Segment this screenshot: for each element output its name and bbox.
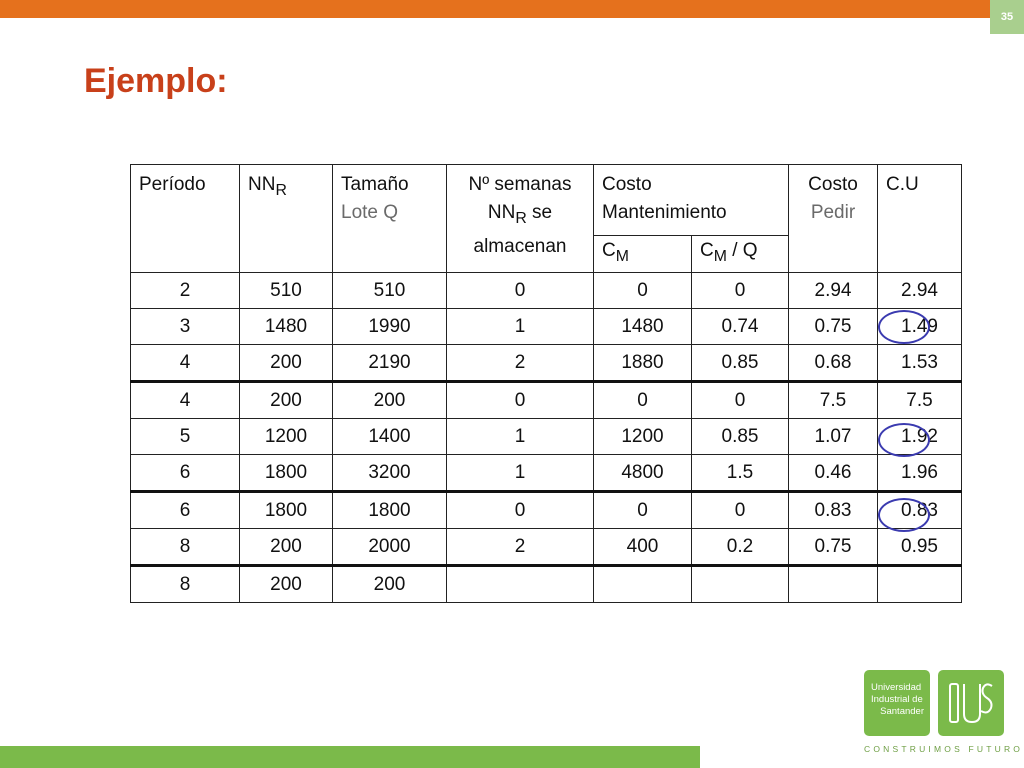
- cell-semanas: 2: [447, 529, 594, 566]
- cell-semanas: 0: [447, 382, 594, 419]
- cell-pedir: 7.5: [789, 382, 878, 419]
- cell-cmq: [692, 566, 789, 603]
- header-cu: C.U: [878, 165, 962, 273]
- cell-pedir: 0.46: [789, 455, 878, 492]
- cell-semanas: 2: [447, 345, 594, 382]
- header-cm: $C_M$: [594, 236, 692, 273]
- cell-pedir: 1.07: [789, 419, 878, 455]
- cell-periodo: 4: [131, 345, 240, 382]
- table-row: [131, 309, 962, 345]
- cell-semanas: 1: [447, 419, 594, 455]
- cell-cu: 0.95: [878, 529, 962, 566]
- cell-periodo: 5: [131, 419, 240, 455]
- cell-cu: 1.96: [878, 455, 962, 492]
- cell-pedir: 0.75: [789, 309, 878, 345]
- cell-nnr: 200: [240, 345, 333, 382]
- cell-cmq: 0: [692, 492, 789, 529]
- slide-title: Ejemplo:: [84, 62, 228, 100]
- cell-periodo: 4: [131, 382, 240, 419]
- table-row: [131, 382, 962, 419]
- cell-nnr: 1800: [240, 455, 333, 492]
- cell-semanas: 0: [447, 492, 594, 529]
- cell-semanas: 1: [447, 309, 594, 345]
- cell-nnr: 1200: [240, 419, 333, 455]
- cell-cm: 1480: [594, 309, 692, 345]
- cell-cu: 7.5: [878, 382, 962, 419]
- tagline: CONSTRUIMOS FUTURO: [864, 744, 1024, 754]
- cell-pedir: 0.83: [789, 492, 878, 529]
- cell-cu: 1.92: [878, 419, 962, 455]
- cell-pedir: 0.68: [789, 345, 878, 382]
- header-nnr: $NN_R$: [240, 165, 333, 273]
- cell-cmq: 0: [692, 273, 789, 309]
- cell-nnr: 1800: [240, 492, 333, 529]
- cell-periodo: 3: [131, 309, 240, 345]
- university-logo-text: Universidad Industrial de Santander: [864, 670, 930, 736]
- table-row: [131, 419, 962, 455]
- cell-pedir: [789, 566, 878, 603]
- cell-lote: 200: [333, 382, 447, 419]
- cell-cmq: 1.5: [692, 455, 789, 492]
- data-table: [130, 164, 962, 603]
- cell-cm: 0: [594, 382, 692, 419]
- cell-nnr: 200: [240, 566, 333, 603]
- page-number-badge: 35: [990, 0, 1024, 34]
- cell-pedir: 2.94: [789, 273, 878, 309]
- cell-cmq: 0: [692, 382, 789, 419]
- cell-lote: 1800: [333, 492, 447, 529]
- cell-lote: 2000: [333, 529, 447, 566]
- header-costo-pedir: Costo Pedir: [789, 165, 878, 273]
- top-orange-bar: [0, 0, 990, 18]
- table-row: [131, 345, 962, 382]
- header-costo-mantenimiento: Costo Mantenimiento: [594, 165, 789, 236]
- cell-periodo: 2: [131, 273, 240, 309]
- header-cm-q: $C_M$ / Q: [692, 236, 789, 273]
- cell-cmq: 0.2: [692, 529, 789, 566]
- table-row: [131, 492, 962, 529]
- cell-cmq: 0.85: [692, 345, 789, 382]
- cell-lote: 1990: [333, 309, 447, 345]
- cell-pedir: 0.75: [789, 529, 878, 566]
- cell-nnr: 1480: [240, 309, 333, 345]
- cell-cmq: 0.85: [692, 419, 789, 455]
- table-row: [131, 529, 962, 566]
- cell-periodo: 6: [131, 492, 240, 529]
- cell-lote: 3200: [333, 455, 447, 492]
- bottom-green-bar: [0, 746, 700, 768]
- table-row: [131, 273, 962, 309]
- cell-periodo: 8: [131, 529, 240, 566]
- cell-cm: 1880: [594, 345, 692, 382]
- cell-cu: 1.53: [878, 345, 962, 382]
- cell-lote: 200: [333, 566, 447, 603]
- header-semanas: Nº semanas $NN_R$ se almacenan: [447, 165, 594, 273]
- cell-semanas: 1: [447, 455, 594, 492]
- cell-nnr: 510: [240, 273, 333, 309]
- cell-periodo: 8: [131, 566, 240, 603]
- cell-cu: 2.94: [878, 273, 962, 309]
- header-periodo: Período: [131, 165, 240, 273]
- cell-lote: 1400: [333, 419, 447, 455]
- cell-lote: 510: [333, 273, 447, 309]
- cell-periodo: 6: [131, 455, 240, 492]
- uis-logo-icon: [938, 670, 1004, 736]
- cell-cmq: 0.74: [692, 309, 789, 345]
- cell-cm: [594, 566, 692, 603]
- cell-cm: 400: [594, 529, 692, 566]
- cell-cm: 4800: [594, 455, 692, 492]
- cell-cu: 1.49: [878, 309, 962, 345]
- cell-cm: 1200: [594, 419, 692, 455]
- cell-cm: 0: [594, 492, 692, 529]
- table-row: [131, 455, 962, 492]
- cell-lote: 2190: [333, 345, 447, 382]
- cell-cm: 0: [594, 273, 692, 309]
- cell-cu: 0.83: [878, 492, 962, 529]
- cell-cu: [878, 566, 962, 603]
- cell-nnr: 200: [240, 382, 333, 419]
- cell-nnr: 200: [240, 529, 333, 566]
- cell-semanas: 0: [447, 273, 594, 309]
- cell-semanas: [447, 566, 594, 603]
- header-tamano-lote: Tamaño Lote Q: [333, 165, 447, 273]
- table-row: [131, 566, 962, 603]
